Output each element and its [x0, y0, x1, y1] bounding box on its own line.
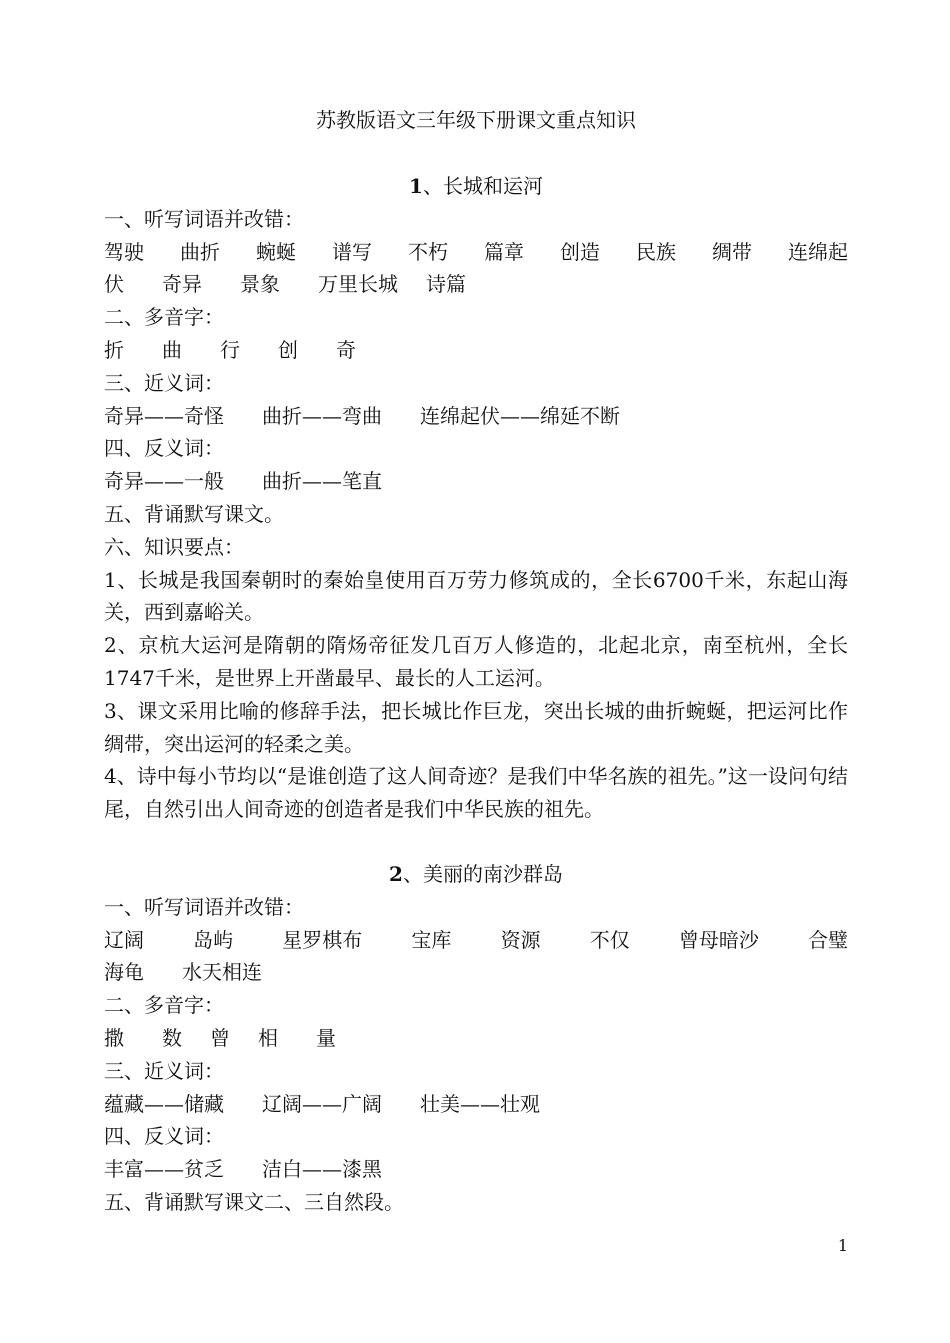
word: 岛屿 — [193, 927, 234, 952]
polyphone: 折 — [104, 337, 124, 362]
key-point: 2、京杭大运河是隋朝的隋炀帝征发几百万人修造的，北起北京，南至杭州，全长1747千米，是世界上开凿最早、最长的人工运河。 — [104, 633, 848, 690]
polyphone: 创 — [278, 337, 298, 362]
word: 伏 — [104, 272, 124, 297]
polyphone: 曲 — [162, 337, 182, 362]
word: 不仅 — [589, 927, 630, 952]
dictation-words-row — [104, 956, 848, 989]
word: 曲折 — [180, 239, 220, 264]
synonym-pair: 壮美——壮观 — [420, 1091, 540, 1116]
lesson-2-section — [104, 858, 848, 1219]
dictation-words-row — [104, 924, 848, 957]
polyphone-row — [104, 334, 848, 367]
antonym-row — [104, 1153, 848, 1186]
word: 不朽 — [408, 239, 448, 264]
polyphone: 数 — [162, 1025, 182, 1050]
word: 谱写 — [332, 239, 372, 264]
antonym-pair: 洁白——漆黑 — [262, 1157, 382, 1182]
synonym-pair: 辽阔——广阔 — [262, 1091, 382, 1116]
antonym-heading: 四、反义词： — [104, 436, 224, 461]
word: 篇章 — [484, 239, 524, 264]
word: 奇异 — [162, 272, 202, 297]
antonym-pair: 奇异——一般 — [104, 469, 224, 494]
lesson-1-number: 1 — [409, 174, 423, 198]
key-points-heading: 六、知识要点： — [104, 534, 244, 559]
word: 曾母暗沙 — [678, 927, 759, 952]
word: 合璧 — [807, 927, 848, 952]
word: 蜿蜒 — [256, 239, 296, 264]
word: 水天相连 — [182, 960, 262, 985]
document-title: 苏教版语文三年级下册课文重点知识 — [316, 108, 636, 132]
word: 诗篇 — [426, 272, 466, 297]
polyphone: 奇 — [336, 337, 356, 362]
lesson-1-title — [104, 170, 848, 203]
recite-heading: 五、背诵默写课文二、三自然段。 — [104, 1189, 404, 1214]
recite-heading: 五、背诵默写课文。 — [104, 501, 284, 526]
synonym-pair: 连绵起伏——绵延不断 — [420, 403, 620, 428]
word: 辽阔 — [104, 927, 144, 952]
word: 民族 — [636, 239, 676, 264]
polyphone: 撒 — [104, 1025, 124, 1050]
word: 绸带 — [712, 239, 752, 264]
synonym-heading: 三、近义词： — [104, 370, 224, 395]
polyphone-row — [104, 1022, 848, 1055]
key-point: 4、诗中每小节均以“是谁创造了这人间奇迹？是我们中华名族的祖先。”这一设问句结尾，自然引出人间奇迹的创造者是我们中华民族的祖先。 — [104, 764, 848, 822]
word: 海龟 — [104, 960, 144, 985]
word: 驾驶 — [104, 239, 144, 264]
dictation-heading: 一、听写词语并改错： — [104, 206, 304, 231]
polyphone: 行 — [220, 337, 240, 362]
lesson-2-number: 2 — [389, 862, 403, 886]
word: 万里长城 — [318, 272, 398, 297]
synonym-pair: 曲折——弯曲 — [262, 403, 382, 428]
synonym-heading: 三、近义词： — [104, 1058, 224, 1083]
polyphone: 曾 — [210, 1025, 230, 1050]
synonym-pair: 奇异——奇怪 — [104, 403, 224, 428]
lesson-1-section — [104, 170, 848, 826]
lesson-2-name: 、美丽的南沙群岛 — [402, 862, 563, 886]
polyphone-heading: 二、多音字： — [104, 305, 224, 330]
page-number: 1 — [837, 1236, 848, 1255]
word: 景象 — [240, 272, 280, 297]
word: 宝库 — [411, 927, 452, 952]
word: 星罗棋布 — [282, 927, 363, 952]
word: 资源 — [500, 927, 541, 952]
antonym-pair: 曲折——笔直 — [262, 469, 382, 494]
key-point: 1、长城是我国秦朝时的秦始皇使用百万劳力修筑成的，全长6700千米，东起山海关，西到嘉峪关。 — [104, 567, 848, 625]
dictation-words-row — [104, 268, 848, 301]
polyphone: 相 — [258, 1025, 278, 1050]
dictation-heading: 一、听写词语并改错： — [104, 894, 304, 919]
synonym-row — [104, 400, 848, 433]
polyphone-heading: 二、多音字： — [104, 993, 224, 1018]
antonym-pair: 丰富——贫乏 — [104, 1157, 224, 1182]
synonym-pair: 蕴藏——储藏 — [104, 1091, 224, 1116]
word: 连绵起 — [788, 239, 848, 264]
lesson-1-name: 、长城和运河 — [422, 174, 543, 198]
synonym-row — [104, 1088, 848, 1121]
antonym-heading: 四、反义词： — [104, 1124, 224, 1149]
polyphone: 量 — [316, 1025, 336, 1050]
word: 创造 — [560, 239, 600, 264]
dictation-words-row — [104, 236, 848, 269]
lesson-2-title — [104, 858, 848, 891]
antonym-row — [104, 465, 848, 498]
key-point: 3、课文采用比喻的修辞手法，把长城比作巨龙，突出长城的曲折蜿蜒，把运河比作绸带，突出运河的轻柔之美。 — [104, 698, 848, 756]
